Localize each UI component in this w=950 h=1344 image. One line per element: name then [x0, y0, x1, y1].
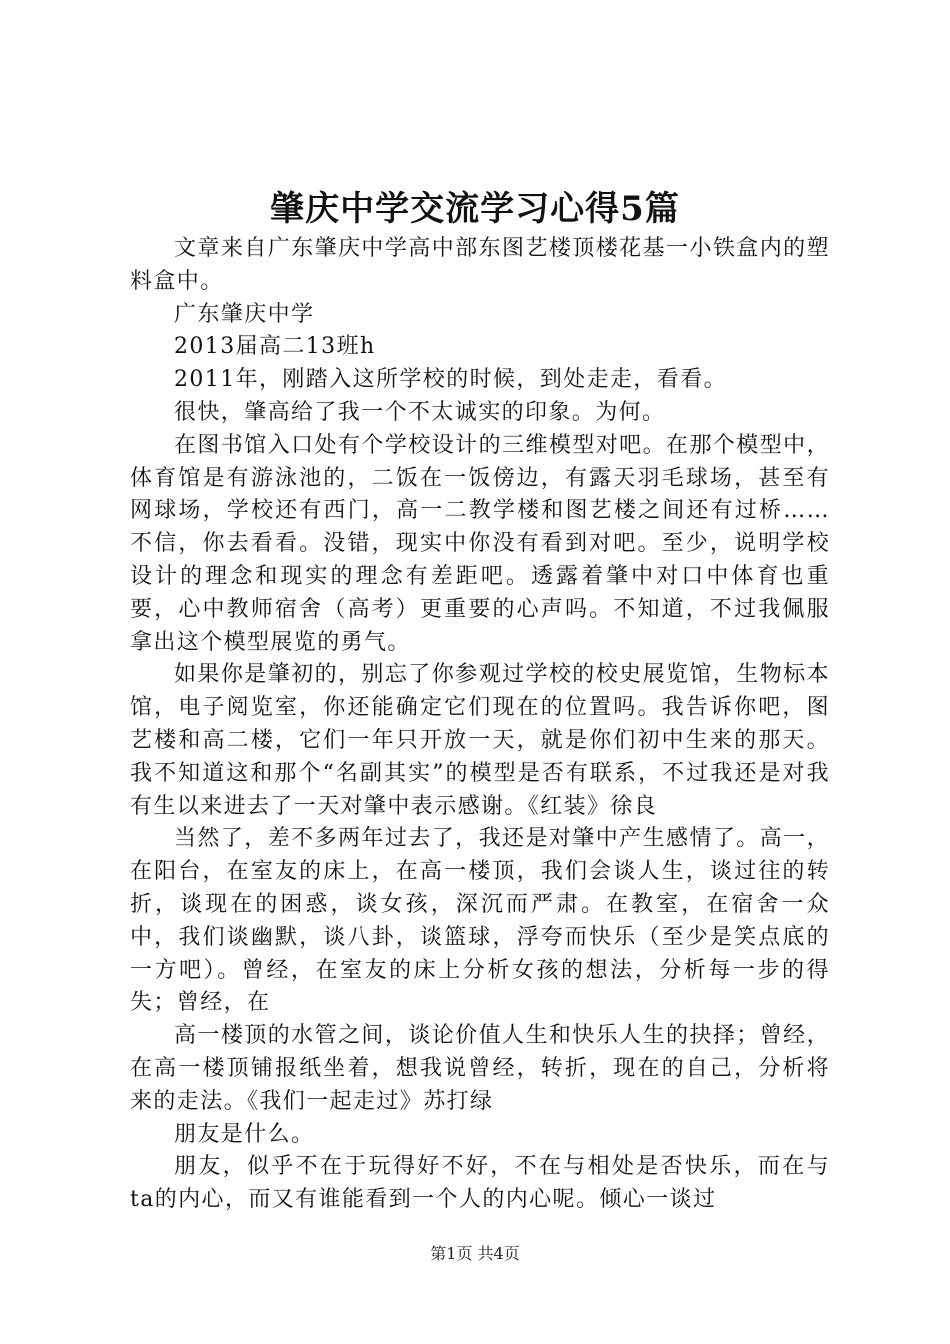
paragraph: 文章来自广东肇庆中学高中部东图艺楼顶楼花基一小铁盒内的塑料盒中。	[130, 236, 830, 294]
paragraph: 2011年，刚踏入这所学校的时候，到处走走，看看。	[174, 367, 727, 393]
paragraph: 很快，肇高给了我一个不太诚实的印象。为何。	[174, 399, 666, 425]
paragraph: 朋友，似乎不在于玩得好不好，不在与相处是否快乐，而在与ta的内心，而又有谁能看到一个人的内心呢。倾心一谈过	[130, 1154, 830, 1213]
paragraph: 2013届高二13班h	[174, 334, 376, 360]
paragraph: 当然了，差不多两年过去了，我还是对肇中产生感情了。高一，在阳台，在室友的床上，在高一楼顶，我们会谈人生，谈过往的转折，谈现在的困惑，谈女孩，深沉而严肃。在教室，在宿舍一众中，我们谈幽默，谈八卦，谈篮球，浮夸而快乐（至少是笑点底的一方吧）。曾经，在室友的床上分析女孩的想法，分析每一步的得失；曾经，在	[130, 826, 830, 1016]
paragraph: 如果你是肇初的，别忘了你参观过学校的校史展览馆，生物标本馆，电子阅览室，你还能确定它们现在的位置吗。我告诉你吧，图艺楼和高二楼，它们一年只开放一天，就是你们初中生来的那天。我不知道这和那个“名副其实”的模型是否有联系，不过我还是对我有生以来进去了一天对肇中表示感谢。《红装》徐良	[130, 662, 830, 819]
paragraph: 广东肇庆中学	[174, 301, 315, 327]
paragraph: 朋友是什么。	[174, 1121, 315, 1147]
document-title: 肇庆中学交流学习心得5篇	[270, 189, 680, 229]
paragraph: 高一楼顶的水管之间，谈论价值人生和快乐人生的抉择；曾经，在高一楼顶铺报纸坐着，想我说曾经，转折，现在的自己，分析将来的走法。《我们一起走过》苏打绿	[130, 1023, 830, 1114]
page-footer: 第1页 共4页	[430, 1244, 520, 1263]
paragraph: 在图书馆入口处有个学校设计的三维模型对吧。在那个模型中，体育馆是有游泳池的，二饭在一饭傍边，有露天羽毛球场，甚至有网球场，学校还有西门，高一二教学楼和图艺楼之间还有过桥……不信，你去看看。没错，现实中你没有看到对吧。至少，说明学校设计的理念和现实的理念有差距吧。透露着肇中对口中体育也重要，心中教师宿舍（高考）更重要的心声吗。不知道，不过我佩服拿出这个模型展览的勇气。	[130, 432, 830, 655]
document-body	[130, 233, 830, 1217]
